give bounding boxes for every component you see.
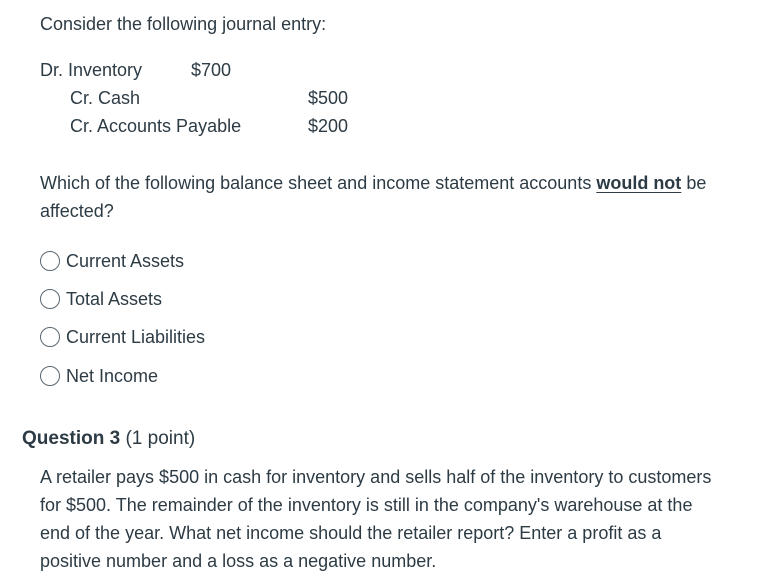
journal-intro: Consider the following journal entry:	[40, 14, 327, 34]
question-3-body-line: A retailer pays $500 in cash for inventory and sells half of the inventory to customers	[40, 467, 712, 487]
question-3-body-line: end of the year. What net income should the retailer report? Enter a profit as a	[40, 523, 662, 543]
question-points: (1 point)	[125, 428, 196, 449]
option-total-assets[interactable]	[40, 286, 162, 312]
debit-amount: $700	[191, 60, 232, 80]
prompt-text-after: be	[681, 173, 707, 193]
credit-cash-amount: $500	[308, 88, 349, 108]
question-3-heading	[22, 427, 195, 451]
prompt-emphasis: would not	[596, 173, 682, 193]
option-label: Total Assets	[66, 289, 163, 309]
option-current-liabilities[interactable]	[40, 324, 205, 350]
credit-payable-account: Cr. Accounts Payable	[70, 116, 242, 136]
prompt-text-before: Which of the following balance sheet and income statement accounts	[40, 173, 597, 193]
option-current-assets[interactable]	[40, 248, 184, 274]
question-3-body-line: positive number and a loss as a negative number.	[40, 551, 437, 571]
debit-account: Dr. Inventory	[40, 60, 143, 80]
option-label: Current Liabilities	[66, 327, 206, 347]
option-label: Net Income	[66, 366, 159, 386]
radio-button[interactable]	[40, 366, 60, 386]
credit-cash-account: Cr. Cash	[70, 88, 141, 108]
question-prompt	[40, 171, 706, 195]
radio-button[interactable]	[40, 327, 60, 347]
question-prompt-line2: affected?	[40, 201, 114, 221]
question-number: Question 3	[22, 428, 121, 449]
radio-button[interactable]	[40, 289, 60, 309]
radio-button[interactable]	[40, 251, 60, 271]
option-net-income[interactable]	[40, 363, 158, 389]
credit-payable-amount: $200	[308, 116, 349, 136]
option-label: Current Assets	[66, 251, 185, 271]
question-3-body-line: for $500. The remainder of the inventory is still in the company's warehouse at the	[40, 495, 693, 515]
